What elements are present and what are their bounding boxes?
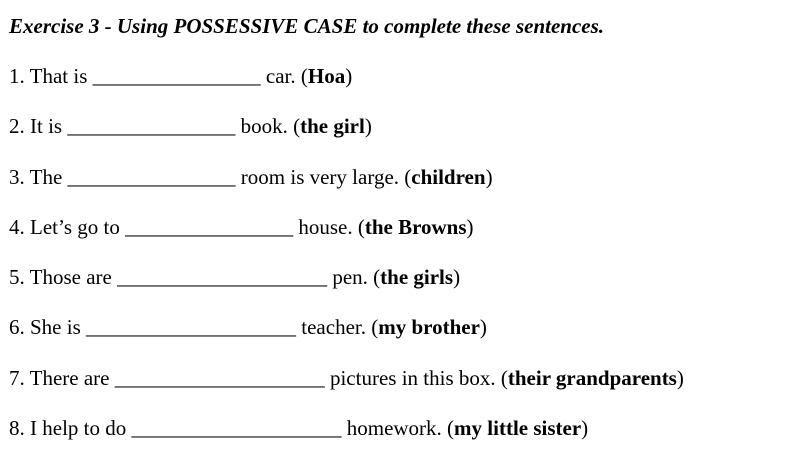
- hint-word: children: [411, 165, 486, 189]
- closing-paren: ): [581, 416, 589, 440]
- sentence-6: [9, 313, 487, 341]
- sentence-text: 8. I help to do: [9, 416, 132, 440]
- answer-blank: ____________________: [117, 265, 328, 289]
- hint-word: their grandparents: [507, 366, 677, 390]
- closing-paren: ): [676, 366, 684, 390]
- closing-paren: ): [364, 114, 372, 138]
- hint-word: the girl: [300, 114, 365, 138]
- answer-blank: ________________: [125, 215, 294, 239]
- closing-paren: ): [479, 315, 487, 339]
- sentence-text: book. (: [235, 114, 301, 138]
- sentence-text: 2. It is: [9, 114, 68, 138]
- sentence-text: 1. That is: [9, 64, 93, 88]
- sentence-2: [9, 112, 372, 140]
- answer-blank: ________________: [67, 165, 236, 189]
- hint-word: my little sister: [454, 416, 582, 440]
- sentence-text: 6. She is: [9, 315, 87, 339]
- hint-word: Hoa: [307, 64, 346, 88]
- sentence-text: pictures in this box. (: [324, 366, 508, 390]
- answer-blank: ________________: [67, 114, 236, 138]
- sentence-text: car. (: [260, 64, 308, 88]
- answer-blank: ________________: [92, 64, 261, 88]
- sentence-4: [9, 213, 474, 241]
- hint-word: the girls: [380, 265, 454, 289]
- sentence-8: [9, 414, 588, 442]
- sentence-text: house. (: [293, 215, 365, 239]
- sentence-text: teacher. (: [296, 315, 379, 339]
- sentence-5: [9, 263, 460, 291]
- exercise-title: Exercise 3 - Using POSSESSIVE CASE to complete these sentences.: [9, 14, 605, 38]
- closing-paren: ): [466, 215, 474, 239]
- answer-blank: ____________________: [114, 366, 325, 390]
- closing-paren: ): [453, 265, 461, 289]
- answer-blank: ____________________: [86, 315, 297, 339]
- sentence-text: 4. Let’s go to: [9, 215, 126, 239]
- sentence-text: 5. Those are: [9, 265, 118, 289]
- sentence-text: homework. (: [341, 416, 455, 440]
- sentence-7: [9, 364, 684, 392]
- sentence-text: pen. (: [327, 265, 381, 289]
- sentence-text: room is very large. (: [235, 165, 412, 189]
- closing-paren: ): [485, 165, 493, 189]
- sentence-1: [9, 62, 352, 90]
- closing-paren: ): [345, 64, 353, 88]
- sentence-text: 3. The: [9, 165, 68, 189]
- sentence-text: 7. There are: [9, 366, 115, 390]
- answer-blank: ____________________: [131, 416, 342, 440]
- hint-word: my brother: [378, 315, 480, 339]
- sentence-3: [9, 163, 493, 191]
- hint-word: the Browns: [364, 215, 467, 239]
